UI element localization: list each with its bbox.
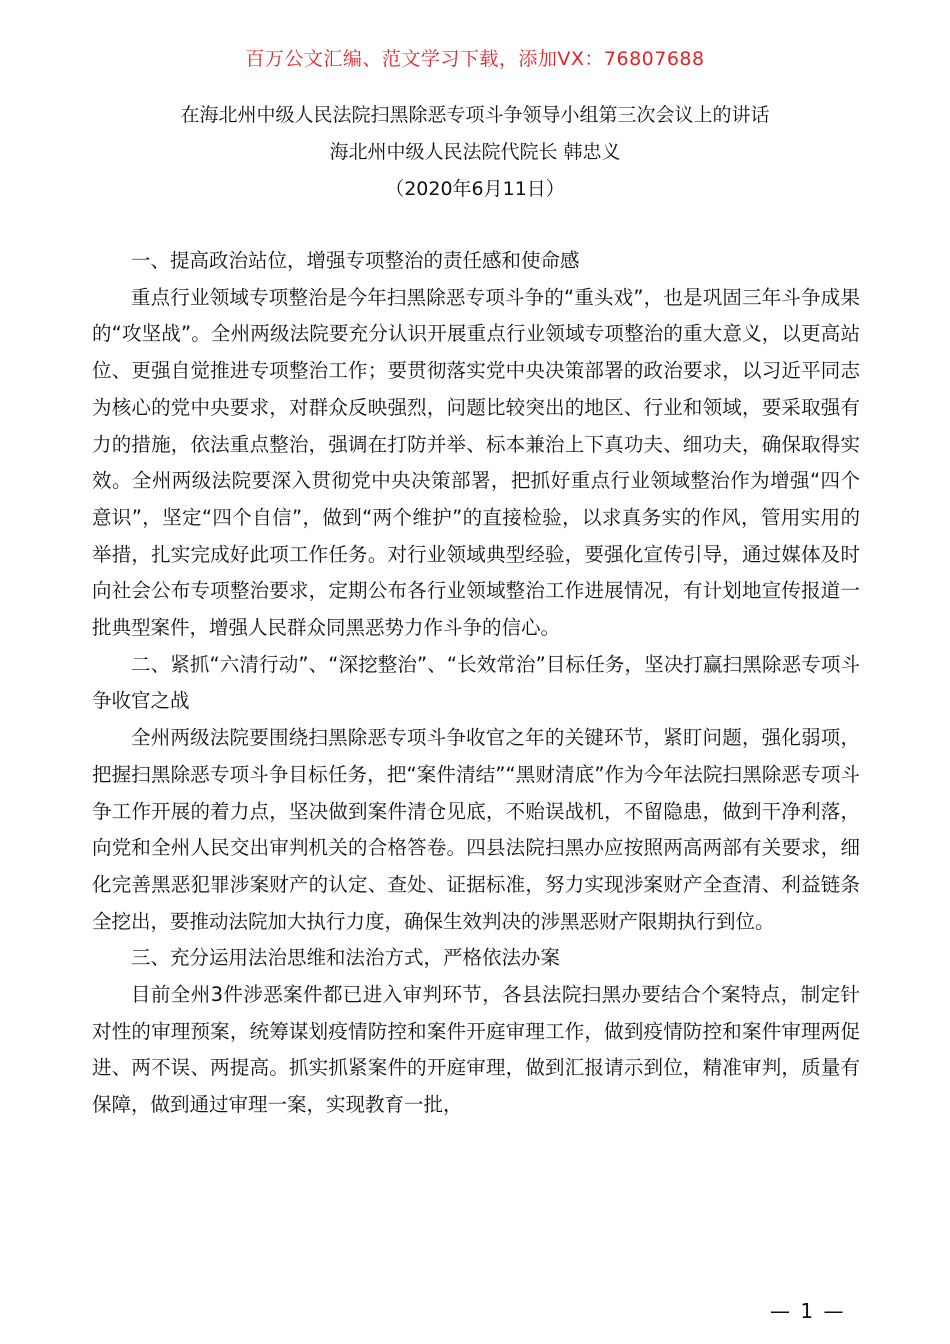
speaker-line: 海北州中级人民法院代院长 韩忠义 (329, 141, 621, 163)
title-block (0, 97, 950, 208)
section-heading-3: 三、充分运用法治思维和法治方式，严格依法办案 (131, 946, 561, 970)
watermark-banner: 百万公文汇编、范文学习下载，添加VX：76807688 (245, 48, 705, 70)
speech-title: 在海北州中级人民法院扫黑除恶专项斗争领导小组第三次会议上的讲话 (180, 104, 770, 126)
section-heading-1: 一、提高政治站位，增强专项整治的责任感和使命感 (131, 249, 580, 272)
document-body (92, 243, 860, 1124)
page-number: — 1 — (770, 1299, 846, 1323)
section-heading-2: 二、紧抓“六清行动”、“深挖整治”、“长效常治”目标任务，坚决打赢扫黑除恶专项斗争收官之战 (92, 652, 860, 713)
section-paragraph-1: 重点行业领域专项整治是今年扫黑除恶专项斗争的“重头戏”，也是巩固三年斗争成果的“攻坚战”。全州两级法院要充分认识开展重点行业领域专项整治的重大意义，以更高站位、更强自觉推进专项整治工作；要贯彻落实党中央决策部署的政治要求，以习近平同志为核心的党中央要求，对群众反映强烈，问题比较突出的地区、行业和领域，要采取强有力的措施，依法重点整治，强调在打防并举、标本兼治上下真功夫、细功夫，确保取得实效。全州两级法院要深入贯彻党中央决策部署，把抓好重点行业领域整治作为增强“四个意识”，坚定“四个自信”，做到“两个维护”的直接检验，以求真务实的作风，管用实用的举措，扎实完成好此项工作任务。对行业领域典型经验，要强化宣传引导，通过媒体及时向社会公布专项整治要求，定期公布各行业领域整治工作进展情况，有计划地宣传报道一批典型案件，增强人民群众同黑恶势力作斗争的信心。 (92, 285, 860, 640)
section-paragraph-2: 全州两级法院要围绕扫黑除恶专项斗争收官之年的关键环节，紧盯问题，强化弱项，把握扫黑除恶专项斗争目标任务，把“案件清结”“黑财清底”作为今年法院扫黑除恶专项斗争工作开展的着力点，坚决做到案件清仓见底，不贻误战机，不留隐患，做到干净利落，向党和全州人民交出审判机关的合格答卷。四县法院扫黑办应按照两高两部有关要求，细化完善黑恶犯罪涉案财产的认定、查处、证据标准，努力实现涉案财产全查清、利益链条全挖出，要推动法院加大执行力度，确保生效判决的涉黑恶财产限期执行到位。 (92, 726, 860, 933)
date-line: （2020年6月11日） (385, 178, 565, 200)
section-paragraph-3: 目前全州3件涉恶案件都已进入审判环节，各县法院扫黑办要结合个案特点，制定针对性的审理预案，统筹谋划疫情防控和案件开庭审理工作，做到疫情防控和案件审理两促进、两不误、两提高。抓实抓紧案件的开庭审理，做到汇报请示到位，精准审判，质量有保障，做到通过审理一案，实现教育一批， (92, 983, 860, 1117)
